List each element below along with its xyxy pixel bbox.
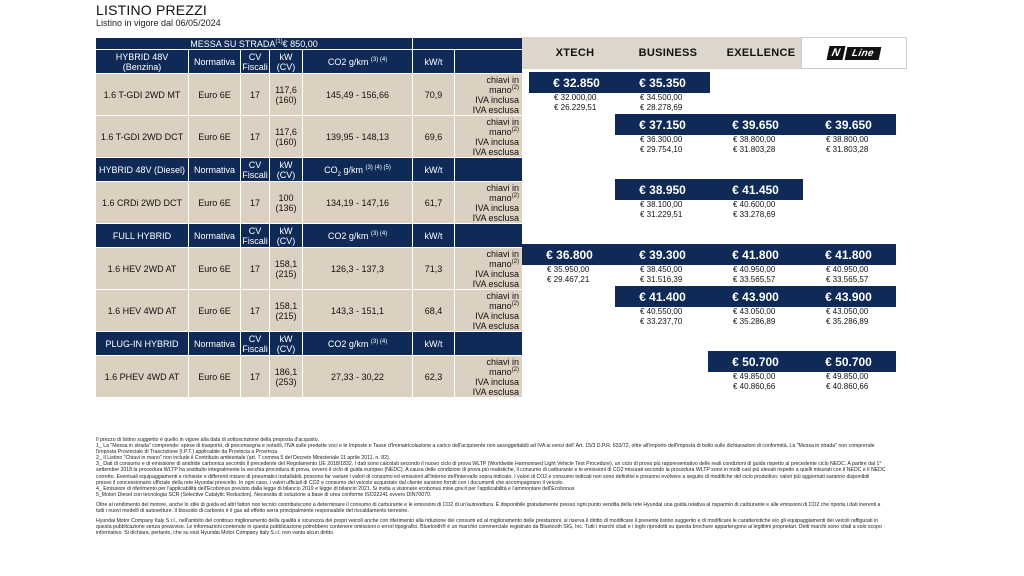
- col-normativa: Normativa: [189, 224, 241, 248]
- co2-value: 126,3 - 137,3: [303, 248, 413, 290]
- price-iva-inclusa: € 40.600,00: [733, 200, 776, 209]
- price-iva-esclusa: € 31.803,28: [826, 145, 869, 154]
- price-box: € 32.850: [529, 72, 624, 93]
- price-cell: [615, 72, 710, 113]
- table-caption: MESSA SU STRADA$^{(1)}$€ 850,00: [96, 38, 413, 50]
- price-cell: [708, 351, 803, 392]
- col-kw: kW (CV): [270, 224, 303, 248]
- normativa-value: Euro 6E: [189, 182, 241, 224]
- col-cv: CV Fiscali: [242, 159, 268, 180]
- price-iva-inclusa: € 35.950,00: [547, 265, 590, 274]
- price-box: € 39.650: [801, 114, 896, 135]
- trim-xtech: XTECH: [522, 37, 628, 69]
- page-subtitle: Listino in vigore dal 06/05/2024: [96, 18, 221, 28]
- model-name: 1.6 T-GDI 2WD MT: [96, 74, 189, 116]
- normativa-value: Euro 6E: [189, 356, 241, 398]
- price-box: € 41.800: [801, 244, 896, 265]
- price-iva-esclusa: € 35.286,89: [826, 317, 869, 326]
- price-box: € 38.950: [615, 179, 710, 200]
- price-cell: [708, 179, 803, 220]
- col-normativa: Normativa: [189, 332, 241, 356]
- price-legend: chiavi in mano$^{(2)}$ IVA inclusa IVA esclusa: [455, 290, 523, 332]
- kwt-value: 68,4: [413, 290, 455, 332]
- price-iva-inclusa: € 49.850,00: [826, 372, 869, 381]
- trim-business: BUSINESS: [615, 37, 721, 69]
- price-iva-inclusa: € 49.850,00: [733, 372, 776, 381]
- cv-value: 17: [241, 182, 270, 224]
- price-iva-inclusa: € 34.500,00: [640, 93, 683, 102]
- price-iva-esclusa: € 26.229,51: [554, 103, 597, 112]
- table-row: [96, 356, 523, 398]
- col-kwt: kW/t: [413, 224, 455, 248]
- price-cell: [615, 114, 710, 155]
- col-normativa: Normativa: [189, 158, 241, 182]
- price-cell: [529, 72, 624, 113]
- price-box: € 43.900: [708, 286, 803, 307]
- price-legend: chiavi in mano$^{(2)}$ IVA inclusa IVA esclusa: [455, 74, 523, 116]
- price-iva-esclusa: € 29.754,10: [640, 145, 683, 154]
- footnote: 2_ Il Listino "Chiavi in mano" non include il Contributo ambientale (art. 7 comma 5 del Decreto Ministeriale 11 aprile 2011, n. 82).: [96, 455, 391, 462]
- col-co2: $CO_2$ g/km $^{(3) (4) (5)}$: [303, 158, 413, 182]
- col-cv: CV Fiscali: [242, 225, 268, 246]
- spec-table: [95, 37, 523, 398]
- kwt-value: 70,9: [413, 74, 455, 116]
- co2-value: 145,49 - 156,66: [303, 74, 413, 116]
- col-co2: CO2 g/km $^{(3) (4)}$: [303, 332, 413, 356]
- kw-value: 186,1 (253): [270, 356, 303, 398]
- table-row: [96, 74, 523, 116]
- kwt-value: 62,3: [413, 356, 455, 398]
- footnotes: [96, 437, 886, 536]
- price-iva-inclusa: € 38.450,00: [640, 265, 683, 274]
- price-cell: [708, 114, 803, 155]
- col-co2: CO2 g/km $^{(3) (4)}$: [303, 224, 413, 248]
- price-box: € 43.900: [801, 286, 896, 307]
- price-cell: [522, 244, 617, 285]
- kw-value: 117,6 (160): [270, 74, 303, 116]
- price-iva-inclusa: € 40.950,00: [826, 265, 869, 274]
- cv-value: 17: [241, 356, 270, 398]
- table-row: [96, 116, 523, 158]
- price-iva-inclusa: € 38.800,00: [826, 135, 869, 144]
- trim-nline: [801, 37, 907, 69]
- price-iva-inclusa: € 43.050,00: [733, 307, 776, 316]
- price-cell: [615, 286, 710, 327]
- co2-value: 143,3 - 151,1: [303, 290, 413, 332]
- kw-value: 100 (136): [270, 182, 303, 224]
- col-kwt: kW/t: [413, 158, 455, 182]
- cv-value: 17: [241, 248, 270, 290]
- kw-value: 158,1 (215): [270, 248, 303, 290]
- model-name: 1.6 PHEV 4WD AT: [96, 356, 189, 398]
- kw-value: 117,6 (160): [270, 116, 303, 158]
- price-iva-esclusa: € 33.237,70: [640, 317, 683, 326]
- col-kw: kW (CV): [270, 50, 303, 74]
- price-cell: [801, 244, 896, 285]
- col-kwt: kW/t: [413, 332, 455, 356]
- normativa-value: Euro 6E: [189, 290, 241, 332]
- table-row: [96, 248, 523, 290]
- price-iva-esclusa: € 31.516,39: [640, 275, 683, 284]
- table-row: [96, 290, 523, 332]
- col-kw: kW (CV): [270, 332, 303, 356]
- table-row: [96, 182, 523, 224]
- price-cell: [801, 114, 896, 155]
- price-iva-inclusa: € 38.100,00: [640, 200, 683, 209]
- footnote: Il prezzo di listino suggerito è quello in vigore alla data di sottoscrizione della proposta d'acquisto.: [96, 437, 320, 443]
- price-box: € 50.700: [801, 351, 896, 372]
- price-legend: chiavi in mano$^{(2)}$ IVA inclusa IVA esclusa: [455, 182, 523, 224]
- price-box: € 41.400: [615, 286, 710, 307]
- price-box: € 50.700: [708, 351, 803, 372]
- trim-exellence: EXELLENCE: [708, 37, 814, 69]
- page-title: LISTINO PREZZI: [96, 2, 207, 18]
- price-iva-esclusa: € 40.860,66: [826, 382, 869, 391]
- model-name: 1.6 CRDi 2WD DCT: [96, 182, 189, 224]
- price-cell: [801, 351, 896, 392]
- price-iva-esclusa: € 35.286,89: [733, 317, 776, 326]
- nline-logo: N Line: [828, 46, 880, 60]
- col-co2: CO2 g/km $^{(3) (4)}$: [303, 50, 413, 74]
- price-legend: chiavi in mano$^{(2)}$ IVA inclusa IVA esclusa: [455, 248, 523, 290]
- kwt-value: 71,3: [413, 248, 455, 290]
- cv-value: 17: [241, 290, 270, 332]
- price-box: € 39.300: [615, 244, 710, 265]
- group-title: HYBRID 48V (Benzina): [96, 50, 189, 74]
- price-box: € 41.800: [708, 244, 803, 265]
- price-iva-esclusa: € 28.278,69: [640, 103, 683, 112]
- price-iva-esclusa: € 29.467,21: [547, 275, 590, 284]
- price-iva-inclusa: € 43.050,00: [826, 307, 869, 316]
- footnote: Hyundai Motor Company Italy S.r.l., nell'ambito del continuo miglioramento della qualità e sicurezza dei propri veicoli anche con riferimento alla riduzione dei consumi ed al miglioramento delle prestazioni, si riserva il diritto di modificare il presente listino suggerito e di modificare le caratteristiche e/o gli equipaggiamenti dei veicoli raffigurati in questa pubblicazione senza preavviso. Le informazioni contenute in questa pubblicazione potrebbero contenere omissioni o errori tipografici. Bluetooth® è un marchio commerciale registrato da Bluetooth SIG, Inc. Tutti i marchi citati e i loghi riprodotti su questa brochure appartengono ai legittimi proprietari. Detti marchi sono citati a solo scopo informativo. Si dichiara, pertanto, che su essi Hyundai Motor Company Italy S.r.l. non vanta alcun diritto.: [96, 518, 882, 537]
- footnote: Oltre al rendimento del motore, anche lo stile di guida ed altri fattori non tecnici contribuiscono a determinare il consumo di carburante e le emissioni di CO2 di un'autovettura. È disponibile gratuitamente presso ogni punto vendita della rete Hyundai una guida relativa al risparmio di carburante e alle emissioni di CO2 che riporta i dati inerenti a tutti i nuovi modelli di autovetture. Il biossido di carbonio è il gas ad effetto serra principalmente responsabile del riscaldamento terrestre.: [96, 501, 881, 515]
- price-iva-inclusa: € 38.800,00: [733, 135, 776, 144]
- price-iva-inclusa: € 36.300,00: [640, 135, 683, 144]
- price-iva-esclusa: € 33.565,57: [733, 275, 776, 284]
- price-iva-esclusa: € 31.803,28: [733, 145, 776, 154]
- price-cell: [708, 286, 803, 327]
- price-iva-inclusa: € 40.950,00: [733, 265, 776, 274]
- col-normativa: Normativa: [189, 50, 241, 74]
- price-cell: [708, 244, 803, 285]
- price-box: € 41.450: [708, 179, 803, 200]
- normativa-value: Euro 6E: [189, 116, 241, 158]
- cv-value: 17: [241, 116, 270, 158]
- kwt-value: 61,7: [413, 182, 455, 224]
- price-cell: [615, 244, 710, 285]
- cv-value: 17: [241, 74, 270, 116]
- normativa-value: Euro 6E: [189, 248, 241, 290]
- col-kw: kW (CV): [270, 158, 303, 182]
- normativa-value: Euro 6E: [189, 74, 241, 116]
- price-box: € 35.350: [615, 72, 710, 93]
- model-name: 1.6 HEV 2WD AT: [96, 248, 189, 290]
- footnote: 1_ La "Messa in strada" comprende: spese di trasporto, di preconsegna e notarili, l'IVA sulle predette voci e le Imposte e Tasse d'Immatricolazione a carico dell'acquirente non assoggettabili ad IVA ai sensi dell' Art. 15/3 D.P.R. 633/72, oltre all'importo dell'imposta di bollo sulle dichiarazioni di conformità. La "Messa in strada" non comprende l'imposta Provinciale di Trascrizione (I.P.T.) applicabile da Provincia a Provincia.: [96, 443, 875, 456]
- col-cv: CV Fiscali: [242, 51, 268, 72]
- co2-value: 27,33 - 30,22: [303, 356, 413, 398]
- price-cell: [801, 286, 896, 327]
- price-iva-inclusa: € 40.550,00: [640, 307, 683, 316]
- kwt-value: 69,6: [413, 116, 455, 158]
- group-title: FULL HYBRID: [96, 224, 189, 248]
- col-kwt: kW/t: [413, 50, 455, 74]
- group-title: HYBRID 48V (Diesel): [96, 158, 189, 182]
- group-title: PLUG-IN HYBRID: [96, 332, 189, 356]
- col-cv: CV Fiscali: [242, 333, 268, 354]
- price-box: € 36.800: [522, 244, 617, 265]
- co2-value: 134,19 - 147,16: [303, 182, 413, 224]
- footnote: 5_Motori Diesel con tecnologia SCR (Selective Catalytic Reduction). Necessita di soluzione a base di urea conforme ISO22241 ovvero DIN70070.: [96, 491, 432, 498]
- price-iva-esclusa: € 33.565,57: [826, 275, 869, 284]
- footnote: 3_ Dati di consumo e di emissione di anidride carbonica secondo il precedente del Regolamento UE 2018/1832. I dati sono calcolati secondo il nuovo ciclo di prova WLTP (Worldwide Harmonised Light Vehicle Test Procedure), un ciclo di prova più rappresentativo delle reali condizioni di guida rispetto al precedente ciclo NEDC. A partire dal 1° settembre 2018 la procedura WLTP ha sostituito integralmente la vecchia procedura di prova, ovvero il ciclo di guida europeo (NEDC). A causa delle condizioni di prova più realistiche, il consumo di carburante e le emissioni di CO2 misurati secondo la procedura WLTP sono in molti casi più elevati rispetto a quelli misurati con il NEDC e il NEDC corretto. Eventuali equipaggiamenti e richieste e differenti misure di pneumatici installabili, possono far variare i valori di consumo ed emissioni all'interno dell'intervallo sopra indicato. I valori di CO2 e consumo indicati non sono definitivi e possono evolvere a seguito di modifiche del ciclo produttivo; valori più aggiornati saranno disponibili presso il concessionario ufficiale della rete Hyundai prescelto. In ogni caso, i valori ufficiali di CO2 e consumo del veicolo acquistato dal cliente saranno forniti con i documenti che accompagnano il veicolo.: [96, 461, 886, 486]
- price-box: € 37.150: [615, 114, 710, 135]
- price-box: € 39.650: [708, 114, 803, 135]
- price-iva-esclusa: € 31.229,51: [640, 210, 683, 219]
- kw-value: 158,1 (215): [270, 290, 303, 332]
- price-iva-inclusa: € 32.000,00: [554, 93, 597, 102]
- price-legend: chiavi in mano$^{(2)}$ IVA inclusa IVA esclusa: [455, 356, 523, 398]
- model-name: 1.6 T-GDI 2WD DCT: [96, 116, 189, 158]
- price-iva-esclusa: € 40.860,66: [733, 382, 776, 391]
- price-iva-esclusa: € 33.278,69: [733, 210, 776, 219]
- co2-value: 139,95 - 148,13: [303, 116, 413, 158]
- price-cell: [615, 179, 710, 220]
- footnote: 4_ Emissioni di riferimento per l'applicabilità dell'Ecobonus previsto dalla legge di bilancio 2019 e legge di bilancio 2021. Si invita a visionare ecobonus.mise.gov.it per l'applicabilità e l'ammontare dell'Ecobonus: [96, 485, 575, 492]
- model-name: 1.6 HEV 4WD AT: [96, 290, 189, 332]
- price-legend: chiavi in mano$^{(2)}$ IVA inclusa IVA esclusa: [455, 116, 523, 158]
